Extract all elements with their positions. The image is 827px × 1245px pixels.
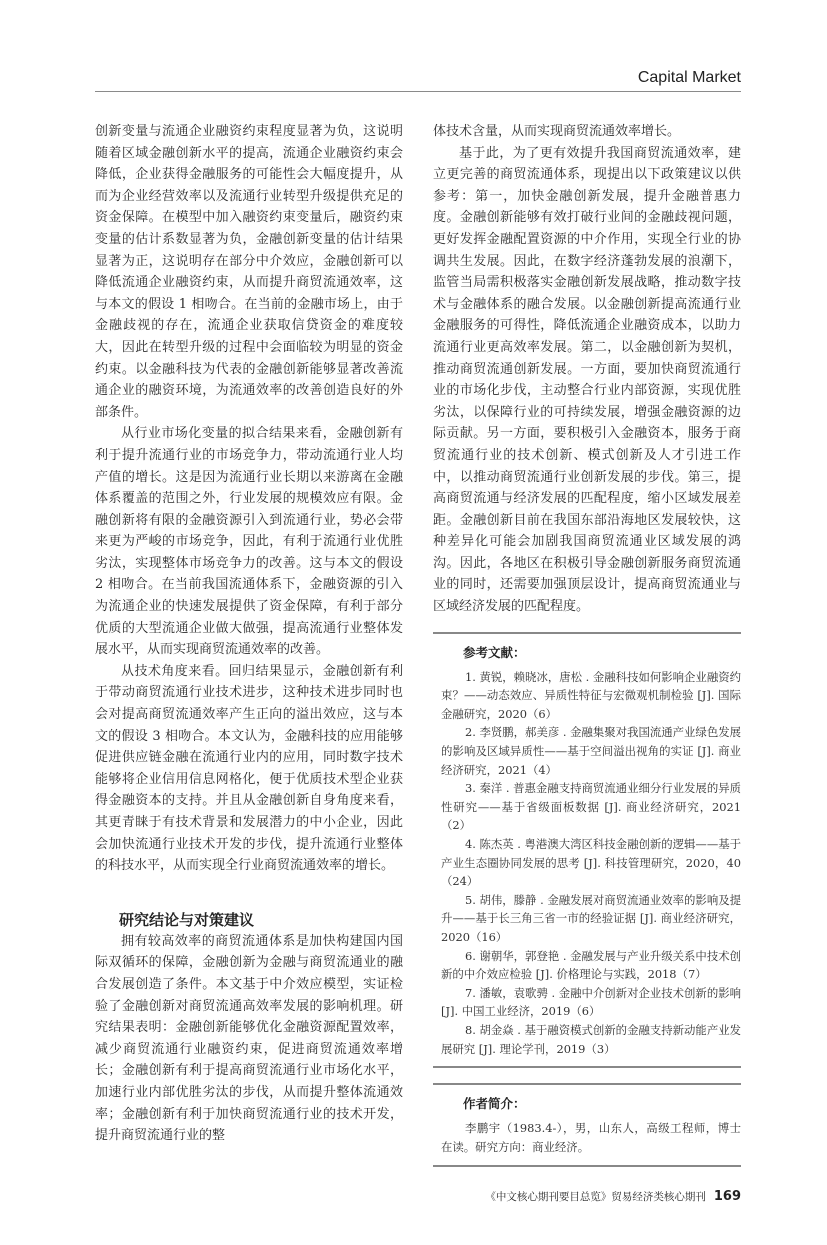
reference-item: 1. 黄锐，赖晓冰，唐松 . 金融科技如何影响企业融资约束？——动态效应、异质性特征与宏微观机制检验 [J]. 国际金融研究，2020（6） — [441, 669, 741, 721]
author-bio: 李鹏宇（1983.4-），男，山东人，高级工程师，博士在读。研究方向：商业经济。 — [441, 1121, 741, 1155]
body-paragraph: 体技术含量，从而实现商贸流通效率增长。 — [433, 124, 681, 139]
reference-item: 5. 胡伟，滕静 . 金融发展对商贸流通业效率的影响及提升——基于长三角三省一市的经验证据 [J]. 商业经济研究，2020（16） — [441, 892, 741, 944]
body-paragraph: 拥有较高效率的商贸流通体系是加快构建国内国际双循环的保障，金融创新为金融与商贸流通业的融合发展创造了条件。本文基于中介效应模型，实证检验了金融创新对商贸流通高效率发展的影响机理。研究结果表明：金融创新能够优化金融资源配置效率，减少商贸流通行业融资约束，促进商贸流通效率增长；金融创新有利于提高商贸流通行业市场化水平，加速行业内部优胜劣汰的步伐，从而提升整体流通效率；金融创新有利于加快商贸流通行业的技术开发，提升商贸流通行业的整 — [95, 933, 403, 1144]
reference-item: 2. 李贤鹏，郝美彦 . 金融集聚对我国流通产业绿色发展的影响及区域异质性——基于空间溢出视角的实证 [J]. 商业经济研究，2021（4） — [441, 725, 741, 777]
reference-item: 4. 陈杰英 . 粤港澳大湾区科技金融创新的逻辑——基于产业生态圈协同发展的思考 [J]. 科技管理研究，2020，40（24） — [441, 837, 741, 889]
body-paragraph: 创新变量与流通企业融资约束程度显著为负，这说明随着区域金融创新水平的提高，流通企业融资约束会降低，企业获得金融服务的可能性会大幅度提升，从而为企业经营效率以及流通行业转型升级提供充足的资金保障。在模型中加入融资约束变量后，融资约束变量的估计系数显著为负，金融创新变量的估计结果显著为正，这说明存在部分中介效应，金融创新可以降低流通企业融资约束，从而提升商贸流通效率，这与本文的假设 1 相吻合。在当前的金融市场上，由于金融歧视的存在，流通企业获取信贷资金的难度较大，因此在转型升级的过程中会面临较为明显的资金约束。以金融科技为代表的金融创新能够显著改善流通企业的融资环境，为流通效率的改善创造良好的外部条件。 — [95, 124, 403, 420]
reference-item: 8. 胡金焱 . 基于融资模式创新的金融支持新动能产业发展研究 [J]. 理论学刊，2019（3） — [441, 1022, 741, 1056]
body-paragraph: 基于此，为了更有效提升我国商贸流通效率，建立更完善的商贸流通体系，现提出以下政策建议以供参考：第一，加快金融创新发展，提升金融普惠力度。金融创新能够有效打破行业间的金融歧视问题，更好发挥金融配置资源的中介作用，实现全行业的协调共生发展。因此，在数字经济蓬勃发展的浪潮下，监管当局需积极落实金融创新发展战略，推动数字技术与金融体系的融合发展。以金融创新提高流通行业金融服务的可得性，降低流通企业融资成本，以助力流通行业更高效率发展。第二，以金融创新为契机，推动商贸流通创新发展。一方面，要加快商贸流通行业的市场化步伐，主动整合行业内部资源，实现优胜劣汰，以保障行业的可持续发展，增强金融资源的边际贡献。另一方面，要积极引入金融资本，服务于商贸流通行业的技术创新、模式创新及人才引进工作中，以推动商贸流通行业创新发展的步伐。第三，提高商贸流通与经济发展的匹配程度，缩小区域发展差距。金融创新目前在我国东部沿海地区发展较快，这种差异化可能会加剧我国商贸流通业区域发展的鸿沟。因此，各地区在积极引导金融创新服务商贸流通业的同时，还需要加强顶层设计，提高商贸流通业与区域经济发展的匹配程度。 — [433, 145, 741, 615]
references-heading: 参考文献： — [463, 644, 526, 660]
reference-item: 3. 秦洋 . 普惠金融支持商贸流通业细分行业发展的异质性研究——基于省级面板数据 [J]. 商业经济研究，2021（2） — [441, 781, 741, 833]
page-number: 169 — [713, 1189, 741, 1205]
page-footer — [95, 1167, 741, 1205]
section-heading: 研究结论与对策建议 — [119, 910, 255, 929]
author-top-rule — [433, 1083, 741, 1085]
author-heading: 作者简介： — [463, 1096, 526, 1112]
body-paragraph: 从行业市场化变量的拟合结果来看，金融创新有利于提升流通行业的市场竞争力，带动流通行业人均产值的增长。这是因为流通行业长期以来游离在金融体系覆盖的范围之外，行业发展的规模效应有限。金融创新将有限的金融资源引入到流通行业，势必会带来更为严峻的市场竞争，因此，有利于流通行业优胜劣汰，实现整体市场竞争力的改善。这与本文的假设 2 相吻合。在当前我国流通体系下，金融资源的引入为流通企业的快速发展提供了资金保障，有利于部分优质的大型流通企业做大做强，提高流通行业整体发展水平，从而实现商贸流通效率的改善。 — [95, 426, 403, 658]
references-top-rule — [433, 632, 741, 634]
references-list — [433, 668, 741, 1066]
reference-item: 6. 谢朝华，郭登艳 . 金融发展与产业升级关系中技术创新的中介效应检验 [J]. 价格理论与实践，2018（7） — [441, 948, 741, 982]
body-paragraph: 从技术角度来看。回归结果显示，金融创新有利于带动商贸流通行业技术进步，这种技术进步同时也会对提高商贸流通效率产生正向的溢出效应，这与本文的假设 3 相吻合。本文认为，金融科技的应用能够促进供应链金融在流通行业内的应用，同时数字技术能够将企业信用信息网格化，便于优质技术型企业获得金融资本的支持。并且从金融创新自身角度来看，其更青睐于有技术背景和发展潜力的中小企业，因此会加快流通行业技术开发的步伐，提升流通行业整体的科技水平，从而实现全行业商贸流通效率的增长。 — [95, 663, 403, 874]
running-header-title: Capital Market — [637, 69, 741, 86]
right-column — [433, 121, 741, 1167]
left-column — [95, 121, 403, 1147]
header-rule — [95, 91, 741, 92]
footer-journal: 《中文核心期刊要目总览》贸易经济类核心期刊 — [485, 1191, 706, 1204]
references-bottom-rule — [433, 1066, 741, 1068]
reference-item: 7. 潘敏，袁歌骋 . 金融中介创新对企业技术创新的影响 [J]. 中国工业经济，2019（6） — [441, 985, 741, 1019]
columns — [95, 121, 741, 1167]
